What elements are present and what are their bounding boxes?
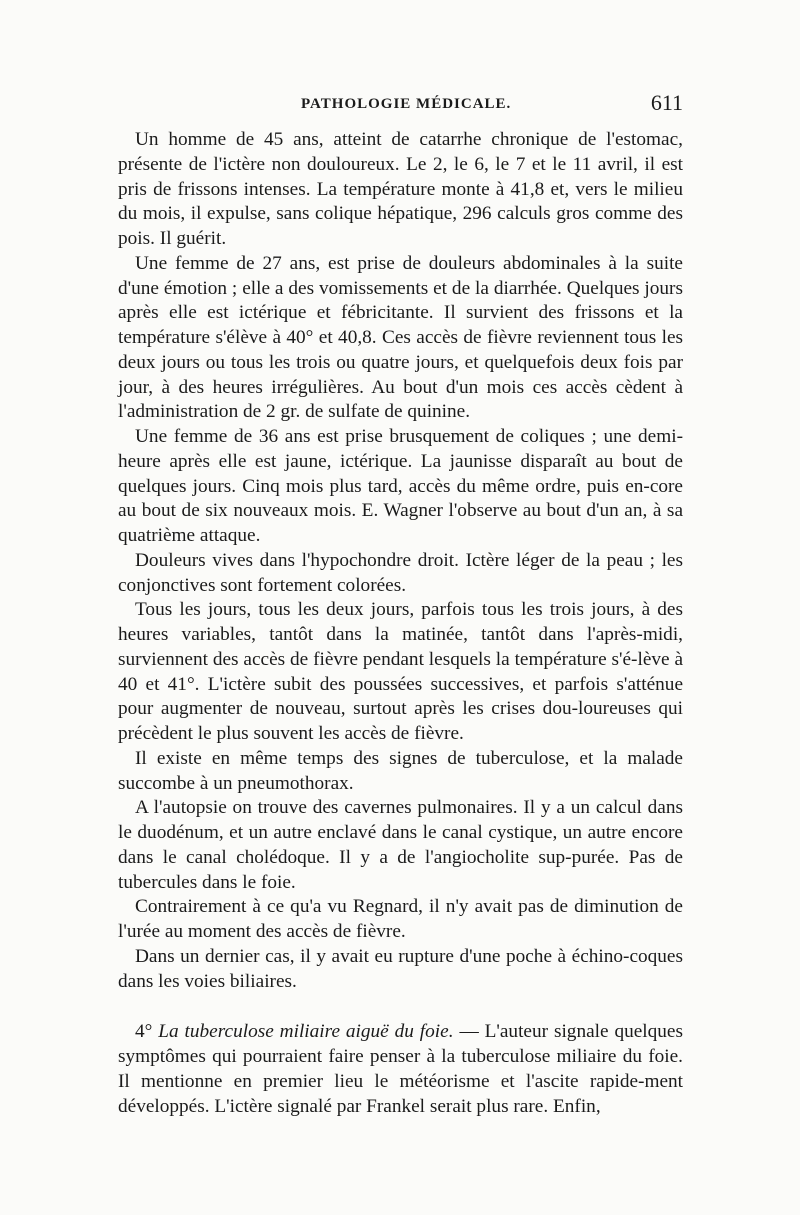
page-number: 611 [650,90,683,115]
section-title: La tuberculose miliaire aiguë du foie. [158,1021,454,1043]
paragraph: Contrairement à ce qu'a vu Regnard, il n'y avait pas de diminution de l'urée au moment des accès de fièvre. [118,896,683,942]
body-text [118,128,683,1119]
paragraph: Un homme de 45 ans, atteint de catarrhe chronique de l'estomac, présente de l'ictère non douloureux. Le 2, le 6, le 7 et le 11 avril, il est pris de frissons intenses. La température monte à 41,8 et, vers le milieu du mois, il expulse, sans colique hépatique, 296 calculs gros comme des pois. Il guérit. [118,129,683,249]
paragraph: Une femme de 27 ans, est prise de douleurs abdominales à la suite d'une émotion ; elle a des vomissements et de la diarrhée. Quelques jours après elle est ictérique et fébricitante. Il survient des frissons et la température s'élève à 40° et 40,8. Ces accès de fièvre reviennent tous les deux jours ou tous les trois ou quatre jours, et quelquefois deux fois par jour, à des heures irrégulières. Au bout d'un mois ces accès cèdent à l'administration de 2 gr. de sulfate de quinine. [118,252,683,423]
section-text: — L'auteur signale quelques symptômes qui pourraient faire penser à la tuberculose miliaire du foie. Il mentionne en premier lieu le météorisme et l'ascite rapide-ment développés. L'ictère signalé par Frankel serait plus rare. Enfin, [118,1021,683,1117]
paragraph: Dans un dernier cas, il y avait eu rupture d'une poche à échino-coques dans les voies biliaires. [118,945,683,992]
running-title: PATHOLOGIE MÉDICALE. [301,96,512,112]
paragraph: A l'autopsie on trouve des cavernes pulmonaires. Il y a un calcul dans le duodénum, et un autre enclavé dans le canal cystique, un autre encore dans le canal cholédoque. Il y a de l'angiocholite sup-purée. Pas de tubercules dans le foie. [118,797,683,893]
paragraph: Il existe en même temps des signes de tuberculose, et la malade succombe à un pneumothorax. [118,747,683,794]
section-paragraph [118,1020,683,1119]
paragraph: Tous les jours, tous les deux jours, parfois tous les trois jours, à des heures variables, tantôt dans la matinée, tantôt dans l'après-midi, surviennent des accès de fièvre pendant lesquels la température s'é-lève à 40 et 41°. L'ictère subit des poussées successives, et parfois s'atténue pour augmenter de nouveau, surtout après les crises dou-loureuses qui précèdent le plus souvent les accès de fièvre. [118,599,683,744]
paragraph: Une femme de 36 ans est prise brusquement de coliques ; une demi-heure après elle est jaune, ictérique. La jaunisse disparaît au bout de quelques jours. Cinq mois plus tard, accès du même ordre, puis en-core au bout de six nouveaux mois. E. Wagner l'observe au bout d'un an, à sa quatrième attaque. [118,426,683,546]
paragraph: Douleurs vives dans l'hypochondre droit. Ictère léger de la peau ; les conjonctives sont fortement colorées. [118,549,683,596]
page-header [118,90,683,120]
section-number: 4° [135,1021,153,1043]
section-spacer [118,994,683,1020]
